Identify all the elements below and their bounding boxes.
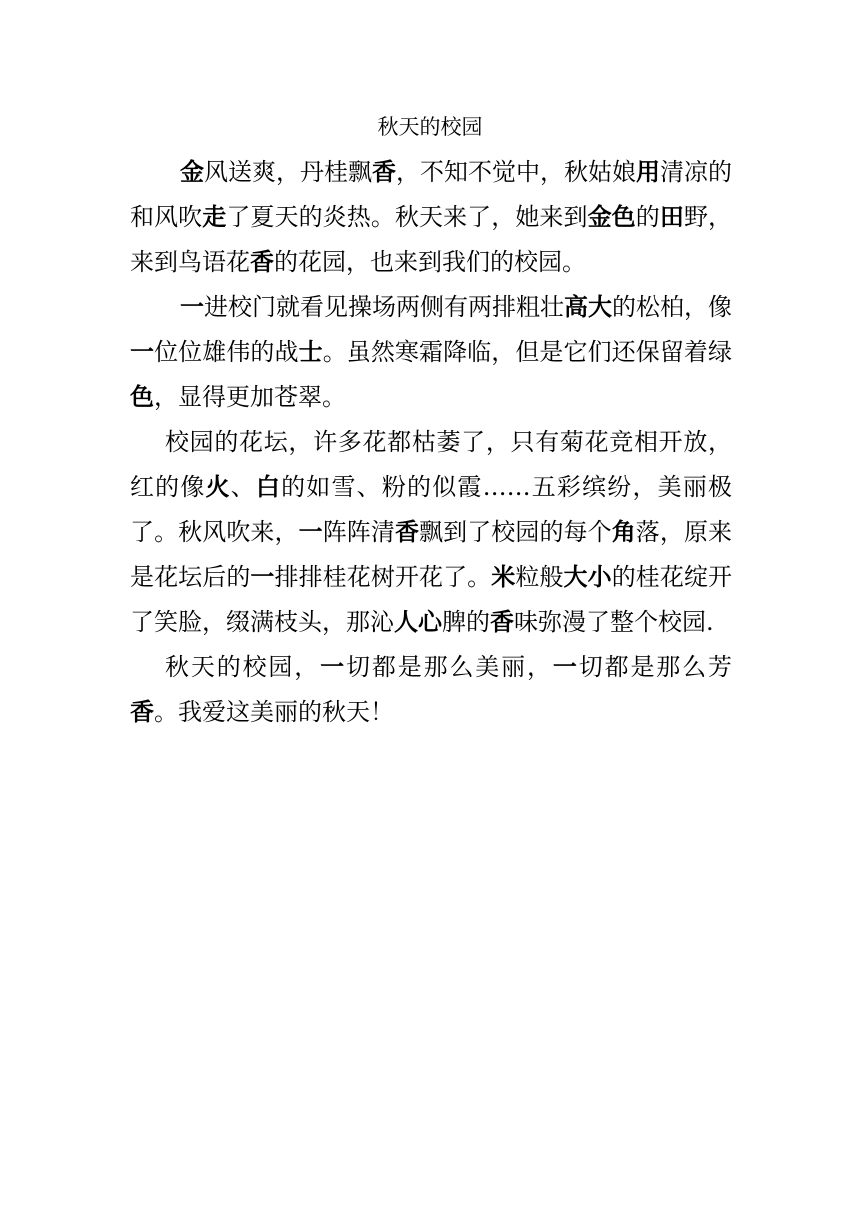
emphasized-text: 角 (611, 518, 636, 546)
paragraph-text: ，显得更加苍翠。 (154, 383, 346, 411)
paragraph-text: 的 (635, 203, 660, 231)
paragraph-2 (130, 285, 732, 420)
paragraph-text: 、 (230, 473, 256, 501)
paragraph-3 (130, 420, 732, 645)
paragraph-text: 进校门就看见操场两侧有两排粗壮 (204, 293, 564, 321)
emphasized-text: 香 (250, 248, 274, 276)
paragraph-text: 切都是那么美丽， (346, 653, 553, 681)
paragraph-1 (130, 150, 732, 285)
paragraph-text: 风送爽，丹桂飘 (204, 158, 372, 186)
emphasized-text: 用 (636, 158, 660, 186)
emphasized-text: 人心 (394, 608, 442, 636)
paragraph-text: 。我爱这美丽的秋天！ (154, 698, 394, 726)
emphasized-text: 金 (180, 158, 204, 186)
emphasized-text: 色 (130, 383, 154, 411)
emphasized-text: 一 (320, 653, 347, 681)
emphasized-text: 香 (372, 158, 396, 186)
emphasized-text: 士 (298, 338, 323, 366)
emphasized-text: 一 (298, 518, 323, 546)
emphasized-text: 香 (490, 608, 514, 636)
document-body (130, 150, 732, 735)
emphasized-text: 一 (130, 338, 155, 366)
document-title: 秋天的校园 (377, 115, 483, 139)
paragraph-text: 的如雪、粉的似霞……五彩缤纷，美丽极了。秋风吹来， (130, 473, 733, 546)
paragraph-text: 落，原来是花坛后的 (130, 518, 733, 591)
emphasized-text: 香 (130, 698, 154, 726)
paragraph-text: 秋天的校园， (165, 653, 321, 681)
emphasized-text: 大小 (563, 563, 612, 591)
paragraph-text: 。虽然寒霜降临，但是它们还保留着绿 (322, 338, 733, 366)
paragraph-text: 校园的花坛，许多花都枯萎了，只有菊花竞相开放，红的像 (130, 428, 732, 501)
emphasized-text: 田 (659, 203, 684, 231)
paragraph-text: 飘到了校园的每个 (419, 518, 612, 546)
paragraph-text: 了夏天的炎热。秋天来了，她来到 (226, 203, 588, 231)
paragraph-text: ，不知不觉中，秋姑娘 (396, 158, 636, 186)
paragraph-text: 切都是那么芳 (578, 653, 733, 681)
paragraph-text: 位位雄伟的战 (154, 338, 299, 366)
paragraph-text: 粒般 (515, 563, 564, 591)
paragraph-text: 的花园，也来到我们的校园。 (274, 248, 586, 276)
emphasized-text: 白 (255, 473, 282, 501)
paragraph-text: 排排桂花树开花了。 (274, 563, 492, 591)
paragraph-4 (130, 645, 732, 735)
paragraph-text: 阵阵清 (322, 518, 395, 546)
paragraph-text: 的松柏，像 (612, 293, 732, 321)
paragraph-text: 野，来到鸟语花 (130, 203, 733, 276)
paragraph-text: 的桂花绽开了笑脸，缀满枝头，那沁 (130, 563, 733, 636)
paragraph-text: 味弥漫了整个校园. (514, 608, 714, 636)
emphasized-text: 走 (202, 203, 227, 231)
emphasized-text: 米 (491, 563, 516, 591)
emphasized-text: 金色 (587, 203, 636, 231)
emphasized-text: 一 (250, 563, 275, 591)
emphasized-text: 一 (180, 293, 204, 321)
emphasized-text: 高大 (564, 293, 612, 321)
paragraph-text: 脾的 (442, 608, 490, 636)
emphasized-text: 香 (394, 518, 420, 546)
paragraph-text: 清凉的和风吹 (130, 158, 732, 231)
emphasized-text: 火 (205, 473, 231, 501)
emphasized-text: 一 (552, 653, 579, 681)
